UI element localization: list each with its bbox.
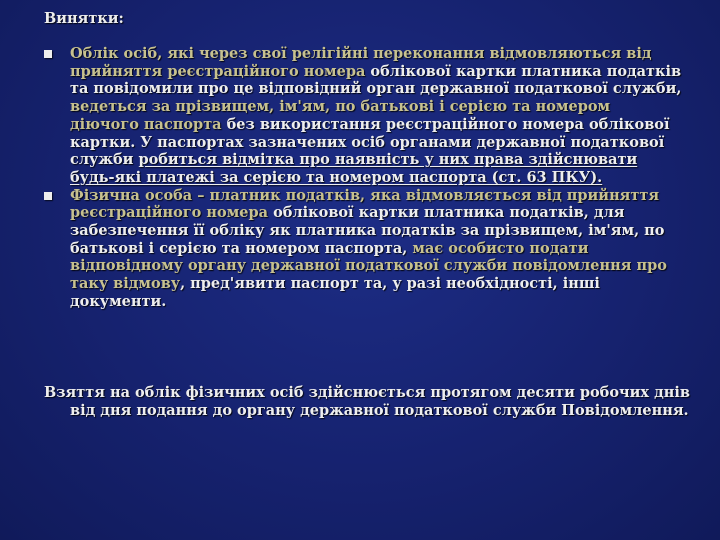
item-1-underlined: робиться відмітка про наявність у них права здійснювати будь-які платежі за серією та номером паспорта (ст. 63 ПКУ). [70,151,638,186]
item-2-text-1: облікової картки платника податків, для забезпечення її обліку як платника податків за прізвищем, ім'ям, по батькові і серією та номером паспорта, [70,204,665,257]
bullet-item-1 [44,45,684,187]
item-1-highlight-2: ведеться за прізвищем, ім'ям, по батькові і серією та номером діючого паспорта [70,98,611,133]
bullet-item-2 [44,187,684,311]
item-2-highlight-2: має особисто подати відповідному органу державної податкової служби повідомлення про таку відмову [70,239,667,293]
item-2-highlight-1: Фізична особа – платник податків, яка відмовляється від прийняття реєстраційного номера [70,186,660,222]
square-bullet-icon [44,192,52,200]
footer-paragraph: Взяття на облік фізичних осіб здійснюється протягом десяти робочих днів від дня подання до органу державної податкової служби Повідомлення. [44,384,690,419]
item-2-text-2: , пред'явити паспорт та, у разі необхідності, інші документи. [70,275,600,310]
bullet-list [44,45,684,311]
square-bullet-icon [44,50,52,58]
item-1-text-1: облікової картки платника податків та повідомили про це відповідний орган державної податкової служби, [70,62,682,98]
item-1-highlight-1: Облік осіб, які через свої релігійні переконання відмовляються від прийняття реєстраційного номера [70,45,652,80]
heading: Винятки: [44,10,124,27]
item-1-text-2: без використання реєстраційного номера облікової картки. У паспортах зазначених осіб органами державної податкової служби [70,115,670,169]
